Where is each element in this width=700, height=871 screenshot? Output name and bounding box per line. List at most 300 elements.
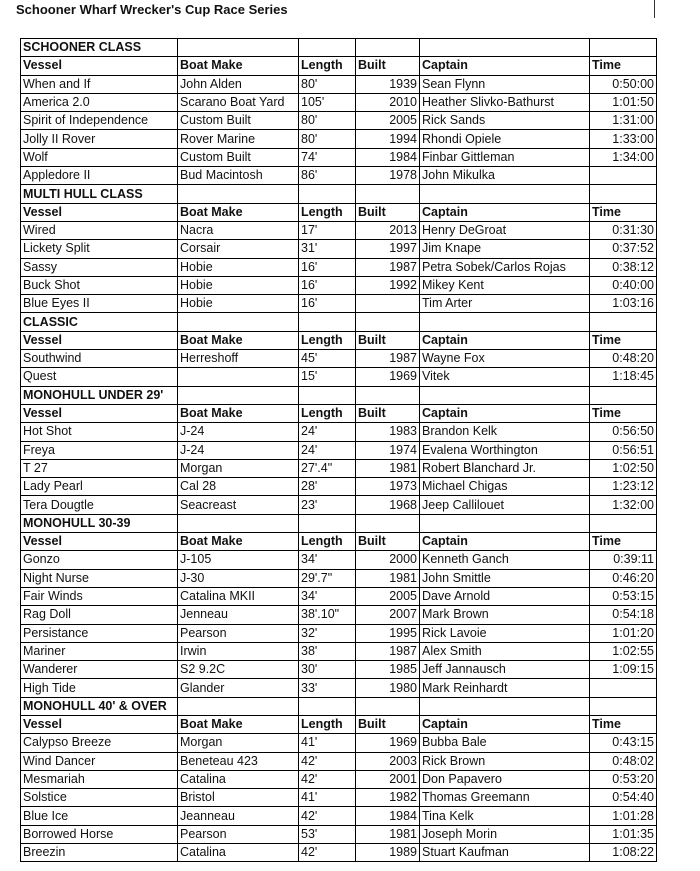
table-row	[21, 825, 657, 843]
class-title-row	[21, 386, 657, 404]
boat-make-cell: Custom Built	[178, 112, 299, 130]
column-header-captain: Captain	[420, 715, 590, 733]
built-cell: 1984	[356, 148, 420, 166]
results-table-body	[21, 39, 657, 862]
built-cell: 1994	[356, 130, 420, 148]
empty-cell	[356, 313, 420, 331]
table-row	[21, 807, 657, 825]
time-cell: 0:48:20	[590, 350, 657, 368]
column-header-vessel: Vessel	[21, 404, 178, 422]
empty-cell	[590, 185, 657, 203]
boat-make-cell: J-105	[178, 551, 299, 569]
length-cell: 74'	[299, 148, 356, 166]
time-cell: 0:54:40	[590, 789, 657, 807]
class-title-row	[21, 313, 657, 331]
captain-cell: Thomas Greemann	[420, 789, 590, 807]
column-header-vessel: Vessel	[21, 715, 178, 733]
column-header-vessel: Vessel	[21, 203, 178, 221]
captain-cell: Rick Brown	[420, 752, 590, 770]
vessel-cell: Night Nurse	[21, 569, 178, 587]
class-title-row	[21, 185, 657, 203]
table-row	[21, 496, 657, 514]
vessel-cell: Spirit of Independence	[21, 112, 178, 130]
class-title-row	[21, 697, 657, 715]
built-cell: 1973	[356, 478, 420, 496]
table-row	[21, 642, 657, 660]
vessel-cell: Appledore II	[21, 167, 178, 185]
time-cell: 1:23:12	[590, 478, 657, 496]
length-cell: 15'	[299, 368, 356, 386]
captain-cell: Rhondi Opiele	[420, 130, 590, 148]
table-row	[21, 276, 657, 294]
boat-make-cell: Hobie	[178, 295, 299, 313]
column-header-captain: Captain	[420, 533, 590, 551]
empty-cell	[299, 697, 356, 715]
table-row	[21, 112, 657, 130]
class-name: MONOHULL UNDER 29'	[21, 386, 178, 404]
captain-cell: Tina Kelk	[420, 807, 590, 825]
time-cell: 1:08:22	[590, 844, 657, 862]
time-cell: 0:40:00	[590, 276, 657, 294]
column-header-time: Time	[590, 533, 657, 551]
length-cell: 16'	[299, 276, 356, 294]
vessel-cell: Fair Winds	[21, 587, 178, 605]
boat-make-cell: Cal 28	[178, 478, 299, 496]
column-header-row	[21, 331, 657, 349]
built-cell: 1989	[356, 844, 420, 862]
empty-cell	[356, 697, 420, 715]
built-cell: 1983	[356, 423, 420, 441]
column-header-captain: Captain	[420, 57, 590, 75]
empty-cell	[178, 39, 299, 57]
length-cell: 42'	[299, 770, 356, 788]
class-name: MONOHULL 40' & OVER	[21, 697, 178, 715]
boat-make-cell: S2 9.2C	[178, 661, 299, 679]
time-cell	[590, 167, 657, 185]
column-header-length: Length	[299, 331, 356, 349]
vessel-cell: Solstice	[21, 789, 178, 807]
boat-make-cell: Irwin	[178, 642, 299, 660]
column-header-built: Built	[356, 533, 420, 551]
time-cell: 1:18:45	[590, 368, 657, 386]
built-cell: 1995	[356, 624, 420, 642]
boat-make-cell: Nacra	[178, 221, 299, 239]
captain-cell: Finbar Gittleman	[420, 148, 590, 166]
boat-make-cell: John Alden	[178, 75, 299, 93]
time-cell: 0:53:20	[590, 770, 657, 788]
column-header-built: Built	[356, 331, 420, 349]
built-cell: 1987	[356, 258, 420, 276]
column-header-time: Time	[590, 404, 657, 422]
column-header-row	[21, 533, 657, 551]
boat-make-cell: Herreshoff	[178, 350, 299, 368]
table-row	[21, 148, 657, 166]
boat-make-cell: Pearson	[178, 825, 299, 843]
length-cell: 105'	[299, 93, 356, 111]
time-cell: 1:01:35	[590, 825, 657, 843]
empty-cell	[420, 313, 590, 331]
built-cell: 2005	[356, 587, 420, 605]
vessel-cell: Calypso Breeze	[21, 734, 178, 752]
captain-cell: Kenneth Ganch	[420, 551, 590, 569]
table-row	[21, 752, 657, 770]
time-cell: 1:03:16	[590, 295, 657, 313]
column-header-built: Built	[356, 715, 420, 733]
table-row	[21, 569, 657, 587]
table-row	[21, 221, 657, 239]
empty-cell	[590, 313, 657, 331]
empty-cell	[356, 185, 420, 203]
built-cell: 1985	[356, 661, 420, 679]
time-cell: 0:31:30	[590, 221, 657, 239]
column-header-boat-make: Boat Make	[178, 203, 299, 221]
vessel-cell: Lickety Split	[21, 240, 178, 258]
built-cell: 1974	[356, 441, 420, 459]
length-cell: 38'	[299, 642, 356, 660]
vessel-cell: Borrowed Horse	[21, 825, 178, 843]
divider-line	[654, 0, 655, 18]
boat-make-cell	[178, 368, 299, 386]
time-cell: 0:38:12	[590, 258, 657, 276]
vessel-cell: Gonzo	[21, 551, 178, 569]
class-name: MONOHULL 30-39	[21, 514, 178, 532]
class-name: MULTI HULL CLASS	[21, 185, 178, 203]
empty-cell	[420, 514, 590, 532]
column-header-row	[21, 404, 657, 422]
boat-make-cell: Hobie	[178, 258, 299, 276]
table-row	[21, 93, 657, 111]
vessel-cell: Quest	[21, 368, 178, 386]
built-cell: 2005	[356, 112, 420, 130]
length-cell: 24'	[299, 441, 356, 459]
captain-cell: Mark Reinhardt	[420, 679, 590, 697]
vessel-cell: Persistance	[21, 624, 178, 642]
page-title: Schooner Wharf Wrecker's Cup Race Series	[16, 2, 288, 17]
time-cell: 0:46:20	[590, 569, 657, 587]
vessel-cell: Blue Ice	[21, 807, 178, 825]
vessel-cell: Buck Shot	[21, 276, 178, 294]
captain-cell: Petra Sobek/Carlos Rojas	[420, 258, 590, 276]
length-cell: 80'	[299, 112, 356, 130]
empty-cell	[356, 39, 420, 57]
empty-cell	[420, 39, 590, 57]
built-cell: 1981	[356, 569, 420, 587]
vessel-cell: When and If	[21, 75, 178, 93]
empty-cell	[356, 514, 420, 532]
column-header-built: Built	[356, 404, 420, 422]
length-cell: 16'	[299, 295, 356, 313]
table-row	[21, 423, 657, 441]
vessel-cell: Mariner	[21, 642, 178, 660]
vessel-cell: Lady Pearl	[21, 478, 178, 496]
column-header-time: Time	[590, 331, 657, 349]
table-row	[21, 368, 657, 386]
class-title-row	[21, 39, 657, 57]
captain-cell: Jim Knape	[420, 240, 590, 258]
table-row	[21, 734, 657, 752]
time-cell: 1:31:00	[590, 112, 657, 130]
empty-cell	[299, 313, 356, 331]
column-header-row	[21, 715, 657, 733]
boat-make-cell: Custom Built	[178, 148, 299, 166]
vessel-cell: Rag Doll	[21, 606, 178, 624]
boat-make-cell: J-24	[178, 423, 299, 441]
table-row	[21, 459, 657, 477]
time-cell: 1:02:55	[590, 642, 657, 660]
empty-cell	[178, 386, 299, 404]
boat-make-cell: Beneteau 423	[178, 752, 299, 770]
vessel-cell: Wanderer	[21, 661, 178, 679]
built-cell: 2003	[356, 752, 420, 770]
table-row	[21, 478, 657, 496]
built-cell: 1987	[356, 642, 420, 660]
length-cell: 29'.7"	[299, 569, 356, 587]
captain-cell: Dave Arnold	[420, 587, 590, 605]
column-header-boat-make: Boat Make	[178, 533, 299, 551]
vessel-cell: Wind Dancer	[21, 752, 178, 770]
length-cell: 34'	[299, 551, 356, 569]
vessel-cell: Mesmariah	[21, 770, 178, 788]
length-cell: 41'	[299, 734, 356, 752]
captain-cell: Michael Chigas	[420, 478, 590, 496]
length-cell: 23'	[299, 496, 356, 514]
built-cell: 2010	[356, 93, 420, 111]
empty-cell	[590, 697, 657, 715]
column-header-vessel: Vessel	[21, 533, 178, 551]
empty-cell	[356, 386, 420, 404]
built-cell: 1980	[356, 679, 420, 697]
vessel-cell: Jolly II Rover	[21, 130, 178, 148]
built-cell: 1969	[356, 734, 420, 752]
time-cell: 1:09:15	[590, 661, 657, 679]
length-cell: 80'	[299, 75, 356, 93]
table-row	[21, 624, 657, 642]
column-header-row	[21, 203, 657, 221]
captain-cell: Don Papavero	[420, 770, 590, 788]
vessel-cell: Hot Shot	[21, 423, 178, 441]
empty-cell	[590, 386, 657, 404]
table-row	[21, 240, 657, 258]
boat-make-cell: Glander	[178, 679, 299, 697]
vessel-cell: High Tide	[21, 679, 178, 697]
vessel-cell: Blue Eyes II	[21, 295, 178, 313]
boat-make-cell: Hobie	[178, 276, 299, 294]
column-header-captain: Captain	[420, 331, 590, 349]
time-cell: 0:54:18	[590, 606, 657, 624]
class-name: CLASSIC	[21, 313, 178, 331]
length-cell: 41'	[299, 789, 356, 807]
captain-cell: John Smittle	[420, 569, 590, 587]
boat-make-cell: Catalina MKII	[178, 587, 299, 605]
empty-cell	[299, 514, 356, 532]
table-row	[21, 661, 657, 679]
built-cell: 1982	[356, 789, 420, 807]
captain-cell: Mark Brown	[420, 606, 590, 624]
time-cell: 1:01:50	[590, 93, 657, 111]
column-header-boat-make: Boat Make	[178, 57, 299, 75]
boat-make-cell: Rover Marine	[178, 130, 299, 148]
captain-cell: Mikey Kent	[420, 276, 590, 294]
length-cell: 34'	[299, 587, 356, 605]
time-cell: 0:50:00	[590, 75, 657, 93]
table-row	[21, 258, 657, 276]
column-header-built: Built	[356, 57, 420, 75]
table-row	[21, 587, 657, 605]
table-row	[21, 844, 657, 862]
built-cell: 1997	[356, 240, 420, 258]
length-cell: 31'	[299, 240, 356, 258]
empty-cell	[420, 386, 590, 404]
table-row	[21, 167, 657, 185]
results-table	[20, 38, 657, 862]
captain-cell: Tim Arter	[420, 295, 590, 313]
column-header-length: Length	[299, 715, 356, 733]
captain-cell: Robert Blanchard Jr.	[420, 459, 590, 477]
boat-make-cell: Catalina	[178, 844, 299, 862]
length-cell: 38'.10"	[299, 606, 356, 624]
empty-cell	[420, 185, 590, 203]
length-cell: 42'	[299, 807, 356, 825]
length-cell: 42'	[299, 844, 356, 862]
built-cell: 1939	[356, 75, 420, 93]
boat-make-cell: Bud Macintosh	[178, 167, 299, 185]
table-row	[21, 770, 657, 788]
empty-cell	[420, 697, 590, 715]
column-header-time: Time	[590, 57, 657, 75]
boat-make-cell: Jenneau	[178, 606, 299, 624]
vessel-cell: Southwind	[21, 350, 178, 368]
class-title-row	[21, 514, 657, 532]
time-cell: 0:53:15	[590, 587, 657, 605]
time-cell: 1:34:00	[590, 148, 657, 166]
length-cell: 86'	[299, 167, 356, 185]
captain-cell: Rick Sands	[420, 112, 590, 130]
boat-make-cell: Pearson	[178, 624, 299, 642]
column-header-row	[21, 57, 657, 75]
vessel-cell: Wolf	[21, 148, 178, 166]
column-header-length: Length	[299, 533, 356, 551]
built-cell	[356, 295, 420, 313]
captain-cell: Jeep Callilouet	[420, 496, 590, 514]
boat-make-cell: Seacreast	[178, 496, 299, 514]
column-header-boat-make: Boat Make	[178, 404, 299, 422]
length-cell: 16'	[299, 258, 356, 276]
captain-cell: Joseph Morin	[420, 825, 590, 843]
table-row	[21, 606, 657, 624]
length-cell: 33'	[299, 679, 356, 697]
captain-cell: Heather Slivko-Bathurst	[420, 93, 590, 111]
boat-make-cell: Morgan	[178, 459, 299, 477]
built-cell: 1981	[356, 825, 420, 843]
column-header-captain: Captain	[420, 203, 590, 221]
time-cell: 0:37:52	[590, 240, 657, 258]
boat-make-cell: Scarano Boat Yard	[178, 93, 299, 111]
vessel-cell: T 27	[21, 459, 178, 477]
length-cell: 42'	[299, 752, 356, 770]
captain-cell: Stuart Kaufman	[420, 844, 590, 862]
boat-make-cell: Jeanneau	[178, 807, 299, 825]
column-header-length: Length	[299, 404, 356, 422]
column-header-boat-make: Boat Make	[178, 715, 299, 733]
empty-cell	[299, 185, 356, 203]
built-cell: 1981	[356, 459, 420, 477]
empty-cell	[178, 514, 299, 532]
built-cell: 2007	[356, 606, 420, 624]
built-cell: 1984	[356, 807, 420, 825]
time-cell: 1:01:20	[590, 624, 657, 642]
time-cell: 1:32:00	[590, 496, 657, 514]
boat-make-cell: Bristol	[178, 789, 299, 807]
length-cell: 45'	[299, 350, 356, 368]
captain-cell: John Mikulka	[420, 167, 590, 185]
class-name: SCHOONER CLASS	[21, 39, 178, 57]
column-header-time: Time	[590, 715, 657, 733]
table-row	[21, 75, 657, 93]
column-header-vessel: Vessel	[21, 57, 178, 75]
column-header-time: Time	[590, 203, 657, 221]
built-cell: 1987	[356, 350, 420, 368]
captain-cell: Henry DeGroat	[420, 221, 590, 239]
column-header-vessel: Vessel	[21, 331, 178, 349]
table-row	[21, 441, 657, 459]
table-row	[21, 350, 657, 368]
length-cell: 53'	[299, 825, 356, 843]
boat-make-cell: Corsair	[178, 240, 299, 258]
boat-make-cell: J-30	[178, 569, 299, 587]
length-cell: 17'	[299, 221, 356, 239]
vessel-cell: Tera Dougtle	[21, 496, 178, 514]
length-cell: 32'	[299, 624, 356, 642]
column-header-length: Length	[299, 203, 356, 221]
built-cell: 1968	[356, 496, 420, 514]
time-cell: 1:02:50	[590, 459, 657, 477]
empty-cell	[178, 185, 299, 203]
length-cell: 24'	[299, 423, 356, 441]
vessel-cell: Breezin	[21, 844, 178, 862]
vessel-cell: Sassy	[21, 258, 178, 276]
length-cell: 80'	[299, 130, 356, 148]
captain-cell: Vitek	[420, 368, 590, 386]
time-cell: 0:48:02	[590, 752, 657, 770]
length-cell: 28'	[299, 478, 356, 496]
built-cell: 2001	[356, 770, 420, 788]
time-cell: 1:01:28	[590, 807, 657, 825]
captain-cell: Rick Lavoie	[420, 624, 590, 642]
table-row	[21, 295, 657, 313]
built-cell: 1978	[356, 167, 420, 185]
built-cell: 2000	[356, 551, 420, 569]
time-cell: 0:43:15	[590, 734, 657, 752]
captain-cell: Evalena Worthington	[420, 441, 590, 459]
time-cell: 0:39:11	[590, 551, 657, 569]
built-cell: 1969	[356, 368, 420, 386]
table-row	[21, 551, 657, 569]
table-row	[21, 679, 657, 697]
empty-cell	[590, 39, 657, 57]
captain-cell: Wayne Fox	[420, 350, 590, 368]
time-cell	[590, 679, 657, 697]
time-cell: 1:33:00	[590, 130, 657, 148]
captain-cell: Sean Flynn	[420, 75, 590, 93]
empty-cell	[178, 697, 299, 715]
column-header-boat-make: Boat Make	[178, 331, 299, 349]
vessel-cell: America 2.0	[21, 93, 178, 111]
length-cell: 27'.4"	[299, 459, 356, 477]
captain-cell: Alex Smith	[420, 642, 590, 660]
empty-cell	[299, 386, 356, 404]
built-cell: 1992	[356, 276, 420, 294]
boat-make-cell: J-24	[178, 441, 299, 459]
